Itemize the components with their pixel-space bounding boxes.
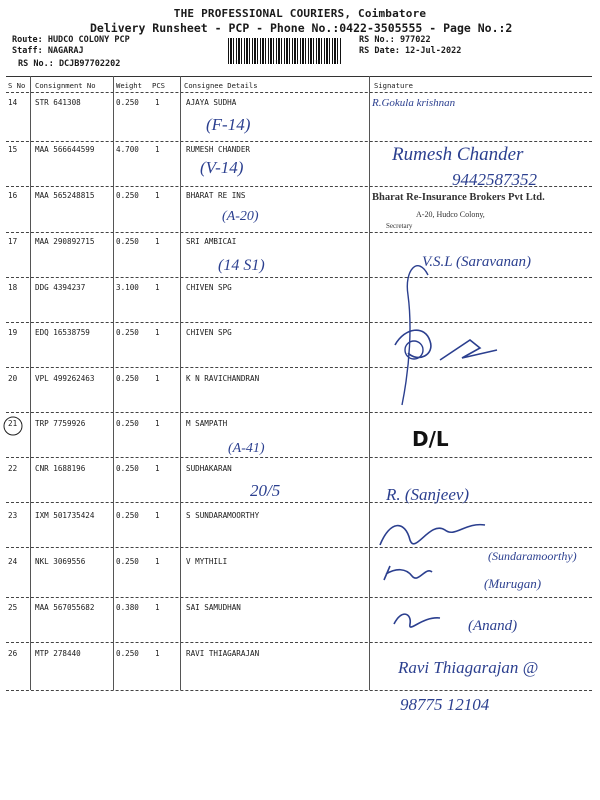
rs-number-label: RS No.: 977022 bbox=[359, 35, 431, 45]
signature-row-23: (Sundaramoorthy) bbox=[488, 549, 577, 563]
signature-scribble-row-25 bbox=[394, 614, 440, 627]
note-row-16: (A-20) bbox=[222, 209, 259, 224]
signature-row-24: (Murugan) bbox=[484, 576, 542, 591]
row-pcs: 1 bbox=[155, 464, 160, 473]
rs-id-label: RS No.: DCJB97702202 bbox=[18, 59, 121, 69]
note-row-17: (14 S1) bbox=[218, 257, 265, 274]
row-weight: 0.250 bbox=[116, 419, 139, 428]
row-weight: 3.100 bbox=[116, 283, 139, 292]
row-weight: 0.250 bbox=[116, 237, 139, 246]
row-pcs: 1 bbox=[155, 191, 160, 200]
row-consignee: RAVI THIAGARAJAN bbox=[186, 649, 260, 658]
row-weight: 4.700 bbox=[116, 145, 139, 154]
row-sno: 21 bbox=[8, 419, 18, 428]
signature-row-17: V.S.L (Saravanan) bbox=[422, 254, 532, 270]
column-header-pcs: PCS bbox=[152, 81, 165, 90]
row-consignment: MAA 567055682 bbox=[35, 603, 95, 612]
row-weight: 0.380 bbox=[116, 603, 139, 612]
row-sno: 16 bbox=[8, 191, 18, 200]
row-consignee: AJAYA SUDHA bbox=[186, 98, 237, 107]
row-consignment: NKL 3069556 bbox=[35, 557, 86, 566]
row-pcs: 1 bbox=[155, 557, 160, 566]
column-header-signature: Signature bbox=[374, 81, 413, 90]
staff-label: Staff: NAGARAJ bbox=[12, 46, 84, 56]
row-consignee: CHIVEN SPG bbox=[186, 328, 232, 337]
row-sno: 19 bbox=[8, 328, 18, 337]
row-weight: 0.250 bbox=[116, 511, 139, 520]
row-consignee: K N RAVICHANDRAN bbox=[186, 374, 260, 383]
row-consignee: S SUNDARAMOORTHY bbox=[186, 511, 260, 520]
row-consignee: BHARAT RE INS bbox=[186, 191, 246, 200]
note-row-14: (F-14) bbox=[206, 115, 251, 134]
row-pcs: 1 bbox=[155, 603, 160, 612]
row-consignment: MTP 278440 bbox=[35, 649, 81, 658]
row-consignment: STR 641308 bbox=[35, 98, 81, 107]
column-header-details: Consignee Details bbox=[184, 81, 258, 90]
row-sno: 23 bbox=[8, 511, 18, 520]
row-pcs: 1 bbox=[155, 511, 160, 520]
row-weight: 0.250 bbox=[116, 98, 139, 107]
column-header-sno: S No bbox=[8, 81, 26, 90]
row-consignment: EDQ 16538759 bbox=[35, 328, 90, 337]
signature-row-15: Rumesh Chander bbox=[392, 144, 524, 165]
row-pcs: 1 bbox=[155, 419, 160, 428]
row-pcs: 1 bbox=[155, 374, 160, 383]
note-row-15: (V-14) bbox=[200, 158, 244, 177]
row-sno: 17 bbox=[8, 237, 18, 246]
row-consignment: CNR 1688196 bbox=[35, 464, 86, 473]
row-consignee: SAI SAMUDHAN bbox=[186, 603, 241, 612]
stamp-company-name: Bharat Re-Insurance Brokers Pvt Ltd. bbox=[372, 192, 545, 203]
column-header-consignment: Consignment No bbox=[35, 81, 96, 90]
row-sno: 20 bbox=[8, 374, 18, 383]
company-title: THE PROFESSIONAL COURIERS, Coimbatore bbox=[173, 7, 427, 20]
row-consignee: RUMESH CHANDER bbox=[186, 145, 251, 154]
signature-row-26: Ravi Thiagarajan @ bbox=[398, 658, 539, 677]
signature-row-14: R.Gokula krishnan bbox=[372, 97, 456, 109]
row-pcs: 1 bbox=[155, 328, 160, 337]
row-pcs: 1 bbox=[155, 98, 160, 107]
row-consignment: MAA 566644599 bbox=[35, 145, 95, 154]
column-header-weight: Weight bbox=[116, 81, 142, 90]
row-consignment: TRP 7759926 bbox=[35, 419, 86, 428]
row-pcs: 1 bbox=[155, 145, 160, 154]
signature-row-25: (Anand) bbox=[468, 618, 518, 634]
delivered-mark-row-21: D/L bbox=[412, 427, 449, 451]
row-sno: 14 bbox=[8, 98, 18, 107]
row-consignee: M SAMPATH bbox=[186, 419, 228, 428]
note-row-21: (A-41) bbox=[228, 441, 265, 456]
row-pcs: 1 bbox=[155, 283, 160, 292]
row-consignee: CHIVEN SPG bbox=[186, 283, 232, 292]
row-consignment: MAA 565248815 bbox=[35, 191, 95, 200]
row-consignment: MAA 290892715 bbox=[35, 237, 95, 246]
signature-stroke-row-18-20 bbox=[402, 266, 428, 405]
row-weight: 0.250 bbox=[116, 557, 139, 566]
row-consignee: SRI AMBICAI bbox=[186, 237, 237, 246]
row-sno: 15 bbox=[8, 145, 18, 154]
phone-row-15: 9442587352 bbox=[452, 170, 537, 189]
signature-scribble-row-23 bbox=[380, 525, 485, 545]
note-row-22: 20/5 bbox=[250, 481, 281, 500]
row-sno: 18 bbox=[8, 283, 18, 292]
signature-row-22: R. (Sanjeev) bbox=[386, 485, 470, 504]
row-weight: 0.250 bbox=[116, 328, 139, 337]
rs-date-label: RS Date: 12-Jul-2022 bbox=[359, 46, 462, 56]
row-consignment: IXM 501735424 bbox=[35, 511, 95, 520]
row-consignee: V MYTHILI bbox=[186, 557, 228, 566]
row-21-circle-mark bbox=[4, 417, 22, 435]
row-sno: 22 bbox=[8, 464, 18, 473]
row-consignment: DDG 4394237 bbox=[35, 283, 86, 292]
route-label: Route: HUDCO COLONY PCP bbox=[12, 35, 130, 45]
row-sno: 24 bbox=[8, 557, 18, 566]
row-consignment: VPL 499262463 bbox=[35, 374, 95, 383]
row-weight: 0.250 bbox=[116, 191, 139, 200]
signature-scribble-row-24 bbox=[384, 566, 432, 580]
runsheet-subtitle: Delivery Runsheet - PCP - Phone No.:0422-3505555 - Page No.:2 bbox=[90, 21, 513, 35]
row-pcs: 1 bbox=[155, 649, 160, 658]
stamp-secretary: Secretary bbox=[386, 222, 413, 230]
row-pcs: 1 bbox=[155, 237, 160, 246]
row-weight: 0.250 bbox=[116, 374, 139, 383]
row-sno: 25 bbox=[8, 603, 18, 612]
row-sno: 26 bbox=[8, 649, 18, 658]
stamp-address: A-20, Hudco Colony, bbox=[416, 210, 485, 219]
row-weight: 0.250 bbox=[116, 649, 139, 658]
row-consignee: SUDHAKARAN bbox=[186, 464, 232, 473]
row-weight: 0.250 bbox=[116, 464, 139, 473]
phone-row-26: 98775 12104 bbox=[400, 695, 490, 714]
